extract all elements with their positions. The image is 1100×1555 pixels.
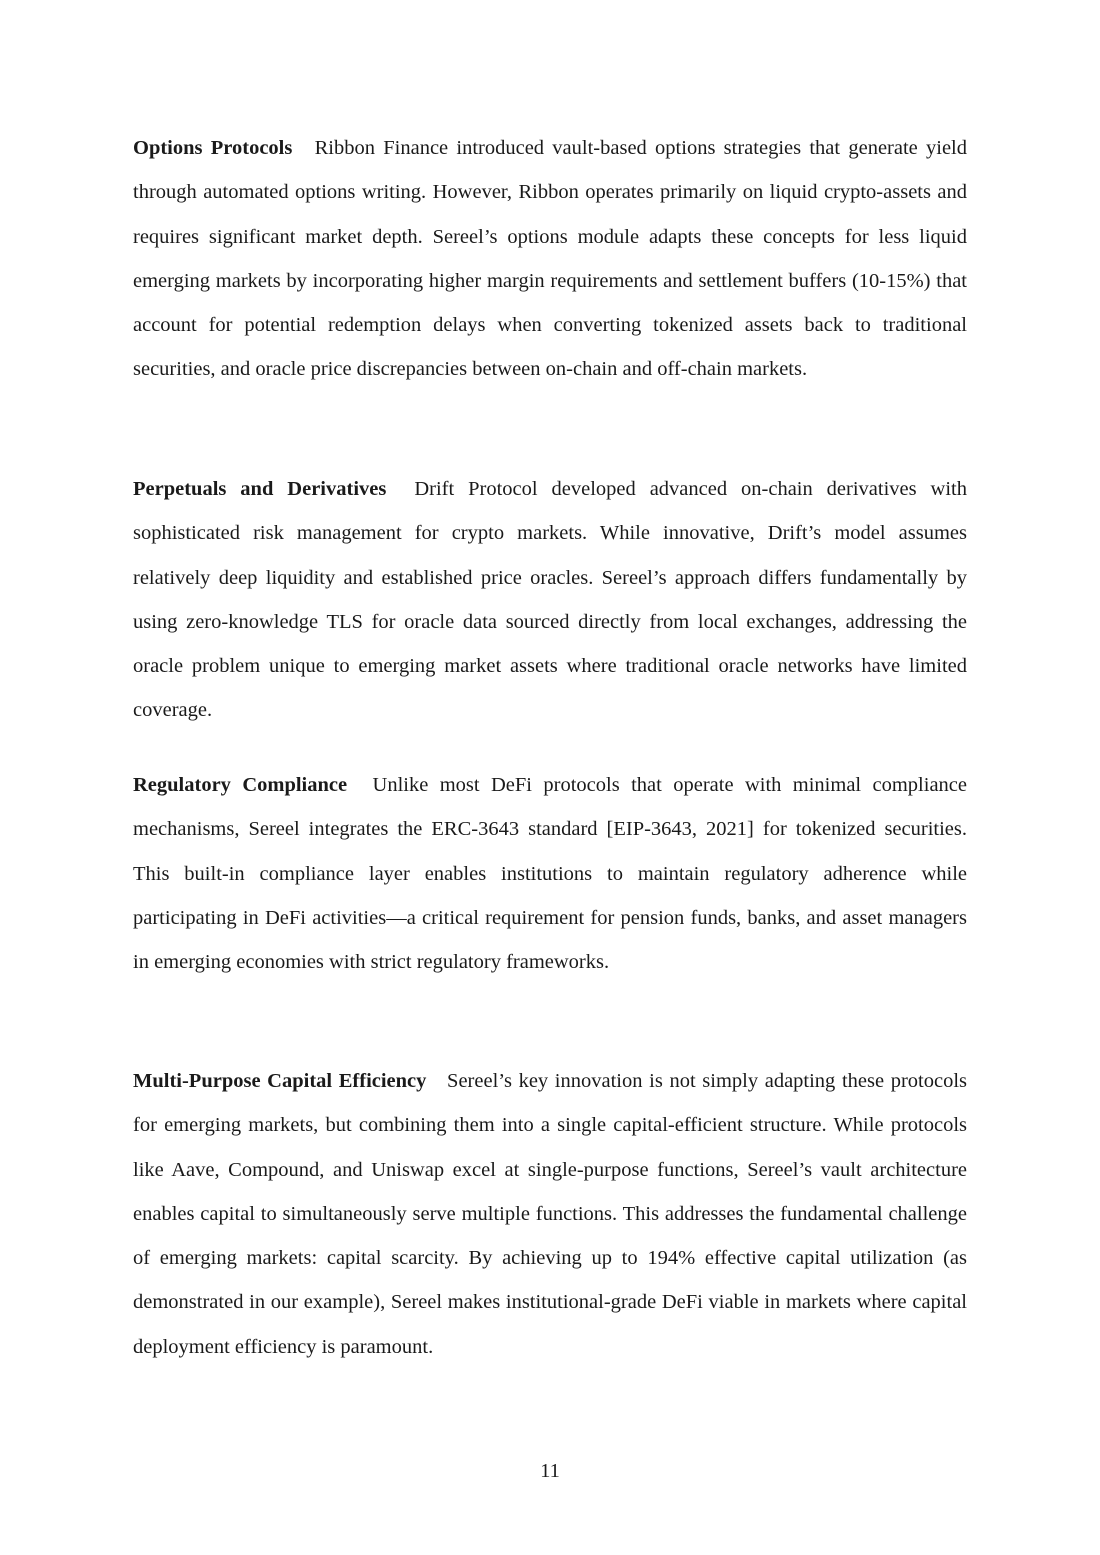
section-body: Unlike most DeFi protocols that operate with minimal compliance mechanisms, Sereel integrates the ERC-3643 standard [EIP-3643, 2021] for tokenized securities. This built-in compliance layer enables institutions to maintain regulatory adherence while participating in DeFi activities—a critical requirement for pension funds, banks, and asset managers in emerging economies with strict regulatory frameworks. [133,774,967,974]
section-body: Drift Protocol developed advanced on-chain derivatives with sophisticated risk management for crypto markets. While innovative, Drift’s model assumes relatively deep liquidity and established price oracles. Sereel’s approach differs fundamentally by using zero-knowledge TLS for oracle data sourced directly from local exchanges, addressing the oracle problem unique to emerging market assets where traditional oracle networks have limited coverage. [133,478,968,722]
section-options-protocols [133,126,967,392]
section-heading: Regulatory Compliance [133,774,348,796]
section-perpetuals-and-derivatives [133,467,967,733]
section-heading: Perpetuals and Derivatives [133,478,387,500]
section-regulatory-compliance [133,763,967,984]
section-body: Ribbon Finance introduced vault-based options strategies that generate yield through automated options writing. However, Ribbon operates primarily on liquid crypto-assets and requires significant market depth. Sereel’s options module adapts these concepts for less liquid emerging markets by incorporating higher margin requirements and settlement buffers (10-15%) that account for potential redemption delays when converting tokenized assets back to traditional securities, and oracle price discrepancies between on-chain and off-chain markets. [133,137,968,381]
section-heading: Multi-Purpose Capital Efficiency [133,1070,427,1092]
section-heading: Options Protocols [133,137,293,159]
section-body: Sereel’s key innovation is not simply adapting these protocols for emerging markets, but combining them into a single capital-efficient structure. While protocols like Aave, Compound, and Uniswap excel at single-purpose functions, Sereel’s vault architecture enables capital to simultaneously serve multiple functions. This addresses the fundamental challenge of emerging markets: capital scarcity. By achieving up to 194% effective capital utilization (as demonstrated in our example), Sereel makes institutional-grade DeFi viable in markets where capital deployment efficiency is paramount. [133,1070,967,1358]
page-number: 11 [540,1460,560,1482]
section-multi-purpose-capital-efficiency [133,1059,967,1369]
